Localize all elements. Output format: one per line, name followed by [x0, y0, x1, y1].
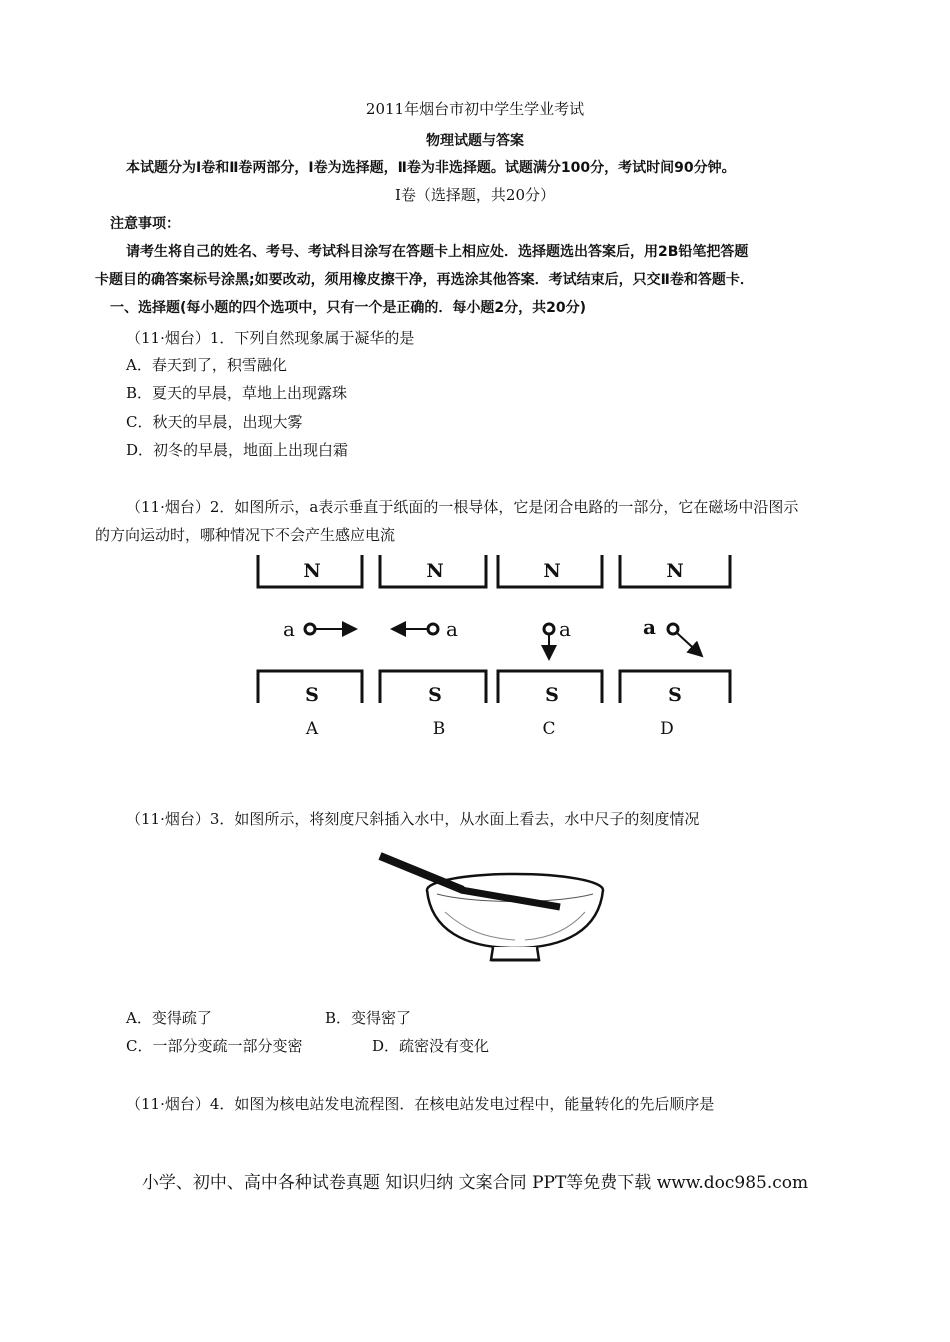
- q3-bowl-figure: [375, 850, 610, 970]
- south-label-c: S: [545, 684, 559, 706]
- q2-magnet-figure: [250, 553, 740, 743]
- motion-arrow-d: [677, 633, 702, 656]
- footer-ad: 小学、初中、高中各种试卷真题 知识归纳 文案合同 PPT等免费下载 www.doc985.com: [141, 1173, 809, 1193]
- figure-label-c: C: [542, 719, 556, 739]
- notice-line-2: 卡题目的确答案标号涂黑;如要改动，须用橡皮擦干净，再选涂其他答案．考试结束后，只交Ⅱ卷和答题卡．: [95, 272, 754, 288]
- north-label-a: N: [303, 560, 321, 582]
- conductor-label-b: a: [446, 617, 458, 641]
- q3-option-a: A．变得疏了: [126, 1009, 212, 1027]
- exam-subtitle: 物理试题与答案: [426, 133, 524, 149]
- q2-stem-line-1: （11·烟台）2．如图所示，a表示垂直于纸面的一根导体，它是闭合电路的一部分，它在磁场中沿图示: [126, 498, 799, 516]
- q1-stem: （11·烟台）1．下列自然现象属于凝华的是: [126, 329, 415, 347]
- exam-intro: 本试题分为Ⅰ卷和Ⅱ卷两部分，Ⅰ卷为选择题，Ⅱ卷为非选择题。试题满分100分，考试时间90分钟。: [126, 160, 736, 176]
- q1-option-a: A．春天到了，积雪融化: [126, 356, 287, 374]
- conductor-a: [305, 624, 315, 634]
- conductor-b: [428, 624, 438, 634]
- conductor-label-d: a: [643, 615, 656, 639]
- q3-stem: （11·烟台）3．如图所示，将刻度尺斜插入水中，从水面上看去，水中尺子的刻度情况: [126, 810, 700, 828]
- conductor-label-a: a: [283, 617, 295, 641]
- figure-label-d: D: [660, 719, 674, 739]
- notice-line-1: 请考生将自己的姓名、考号、考试科目涂写在答题卡上相应处．选择题选出答案后，用2B铅笔把答题: [126, 244, 749, 260]
- q1-option-d: D．初冬的早晨，地面上出现白霜: [126, 441, 349, 459]
- north-label-d: N: [666, 560, 684, 582]
- section-heading: 一、选择题(每小题的四个选项中，只有一个是正确的．每小题2分，共20分): [110, 300, 587, 316]
- south-label-a: S: [305, 684, 319, 706]
- conductor-label-c: a: [559, 617, 571, 641]
- q1-option-b: B．夏天的早晨，草地上出现露珠: [126, 384, 348, 402]
- q1-option-c: C．秋天的早晨，出现大雾: [126, 413, 303, 431]
- north-label-b: N: [426, 560, 444, 582]
- q3-option-d: D．疏密没有变化: [372, 1037, 490, 1055]
- figure-label-b: B: [432, 719, 446, 739]
- q2-stem-line-2: 的方向运动时，哪种情况下不会产生感应电流: [95, 526, 396, 544]
- north-label-c: N: [543, 560, 561, 582]
- south-label-b: S: [428, 684, 442, 706]
- south-label-d: S: [668, 684, 682, 706]
- conductor-c: [544, 624, 554, 634]
- notice-heading: 注意事项：: [110, 216, 180, 232]
- figure-label-a: A: [305, 719, 319, 739]
- q4-stem: （11·烟台）4．如图为核电站发电流程图．在核电站发电过程中，能量转化的先后顺序是: [126, 1095, 715, 1113]
- part1-heading: Ⅰ卷（选择题，共20分）: [394, 186, 555, 204]
- q3-option-c: C．一部分变疏一部分变密: [126, 1037, 303, 1055]
- exam-title: 2011年烟台市初中学生学业考试: [365, 100, 585, 118]
- conductor-d: [668, 624, 678, 634]
- bowl-foot: [491, 947, 539, 960]
- ruler-above-water: [380, 856, 463, 890]
- q3-option-b: B．变得密了: [325, 1009, 412, 1027]
